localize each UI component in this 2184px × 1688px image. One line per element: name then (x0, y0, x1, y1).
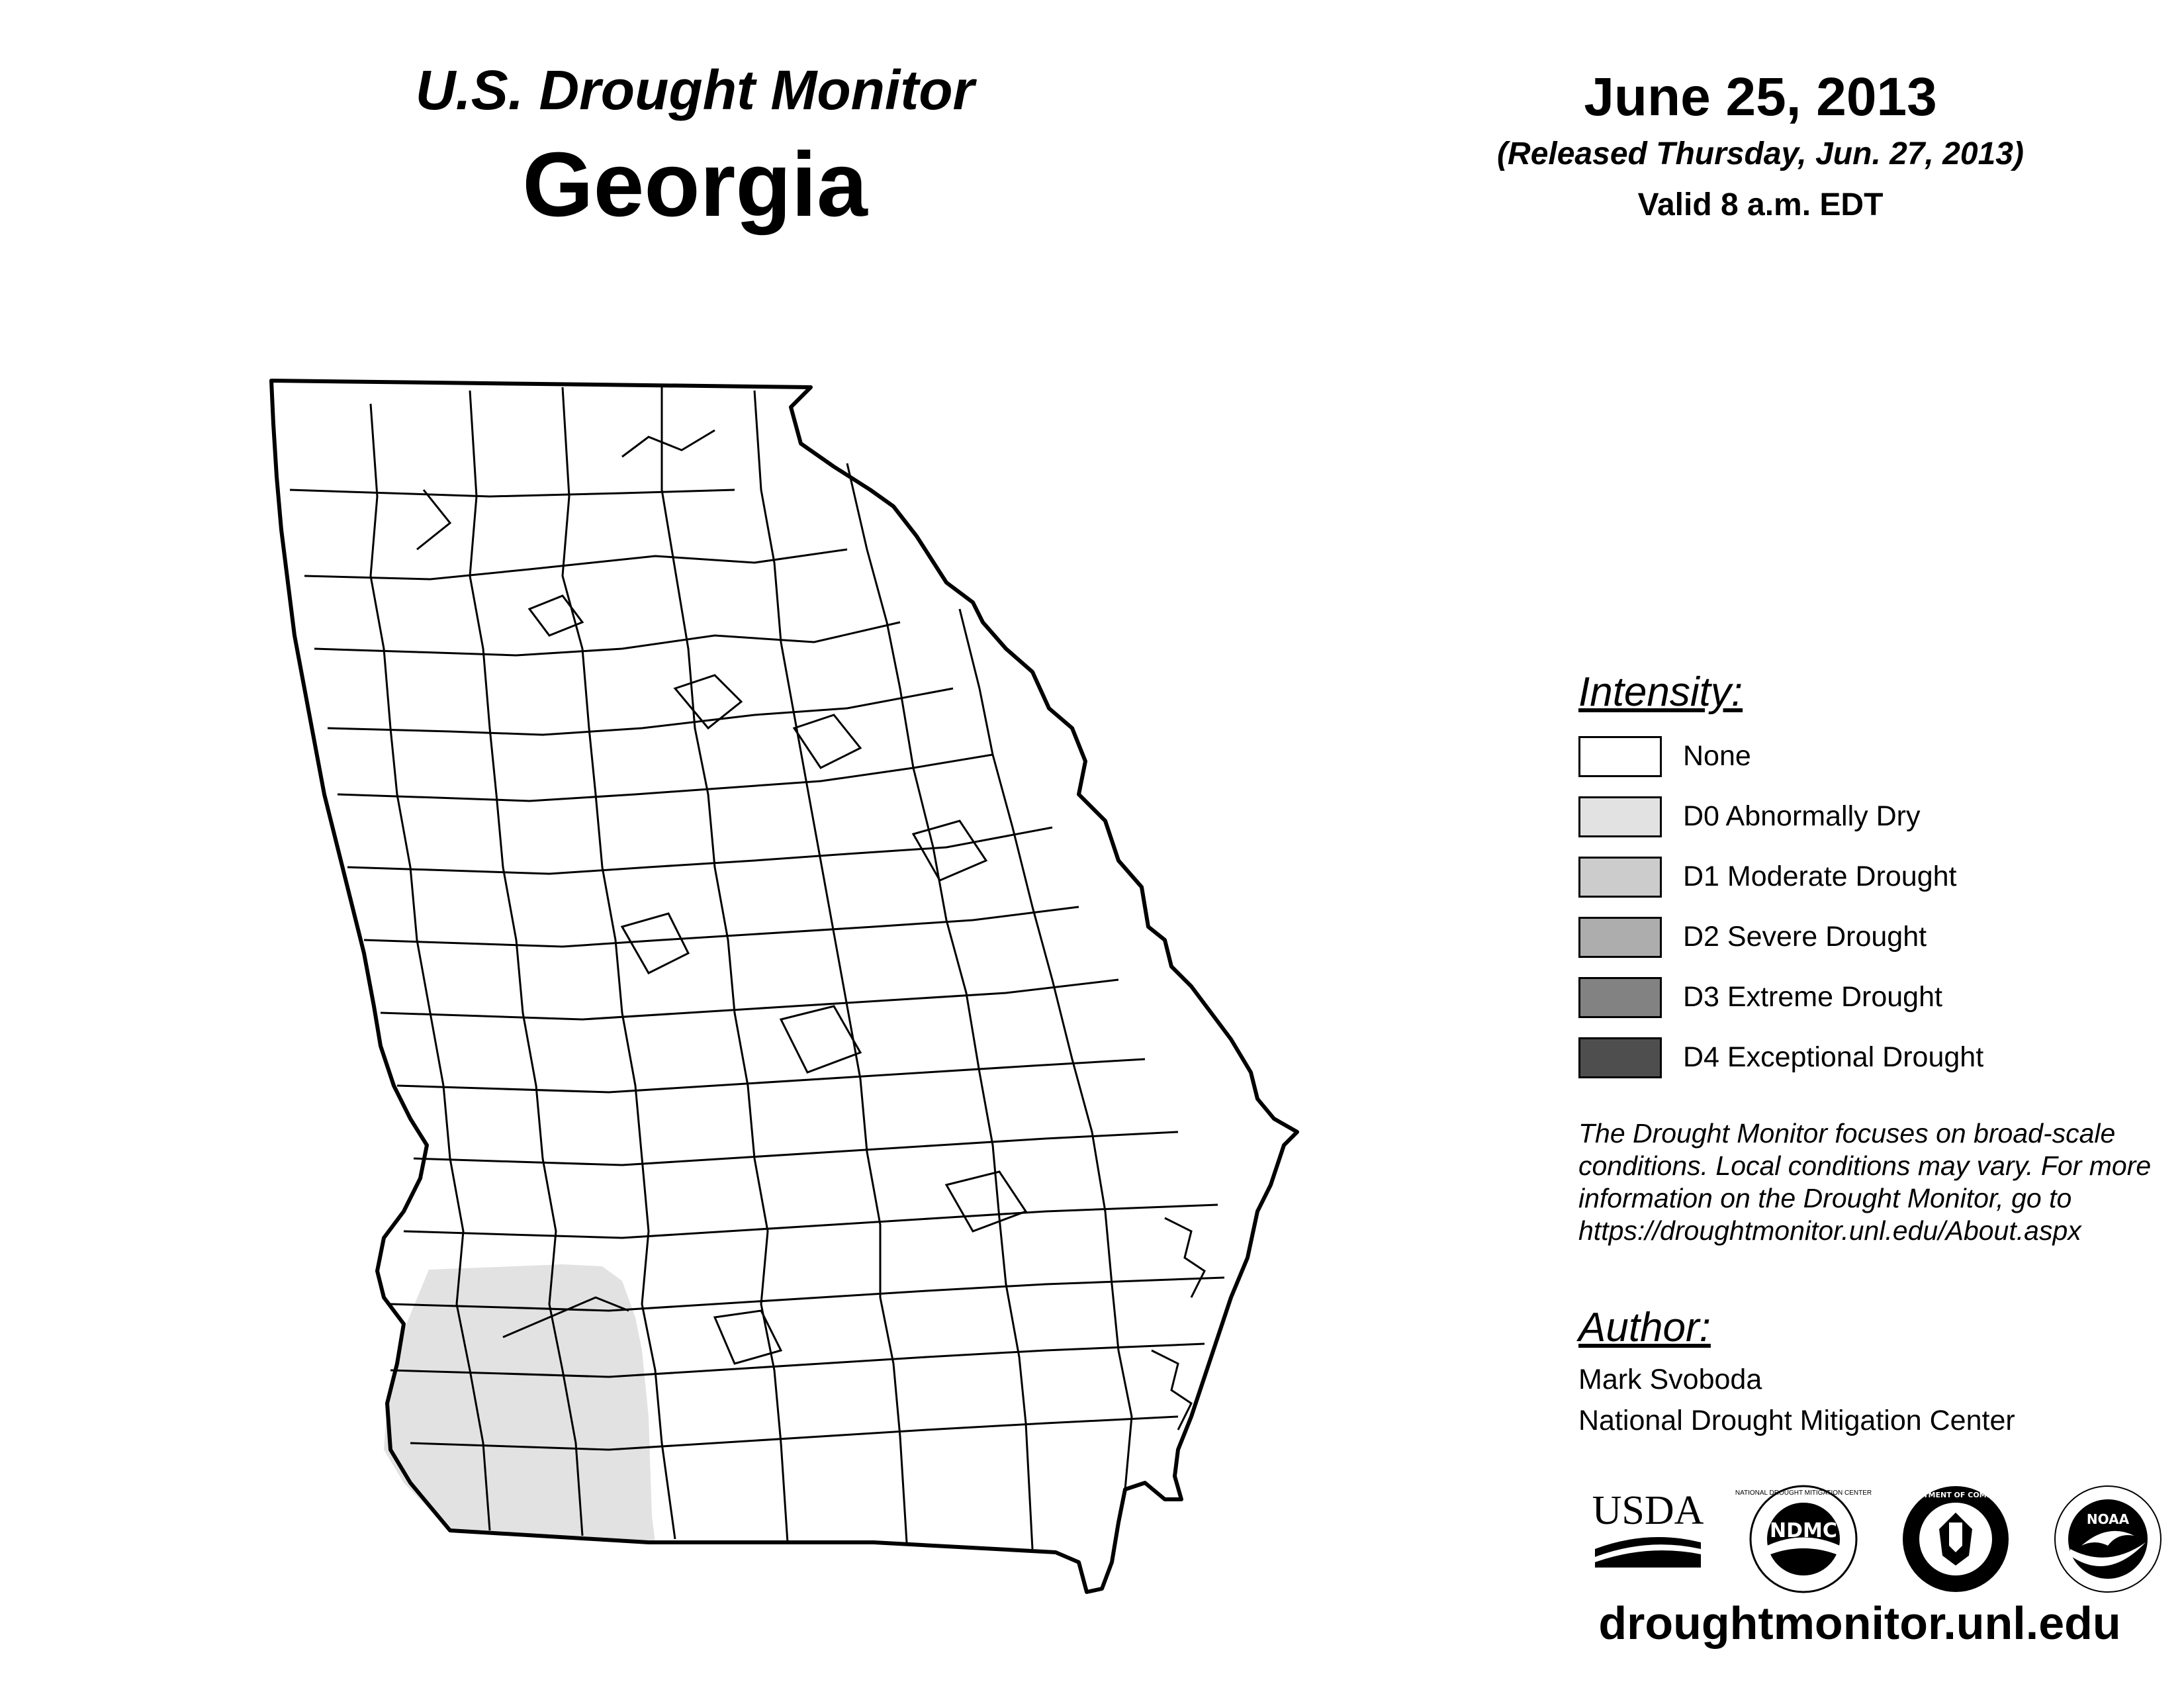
department-of-commerce-seal (1896, 1483, 2015, 1595)
release-date: (Released Thursday, Jun. 27, 2013) (1497, 136, 2024, 171)
noaa-logo (2052, 1483, 2164, 1595)
legend-swatch (1578, 977, 1662, 1018)
author-heading: Author: (1578, 1305, 1711, 1350)
legend-swatch (1578, 796, 1662, 837)
legend-label: D3 Extreme Drought (1683, 981, 1942, 1013)
usda-logo (1588, 1483, 1707, 1575)
legend-label: D0 Abnormally Dry (1683, 800, 1921, 832)
noaa-logo-text: NOAA (2086, 1511, 2130, 1527)
legend-swatch (1578, 736, 1662, 777)
legend-heading: Intensity: (1578, 669, 1743, 715)
ndmc-ring-text: NATIONAL DROUGHT MITIGATION CENTER (1735, 1489, 1872, 1497)
legend-swatch (1578, 857, 1662, 898)
ndmc-logo-text: NDMC (1770, 1519, 1837, 1542)
author-organization: National Drought Mitigation Center (1578, 1405, 2015, 1436)
website-url[interactable]: droughtmonitor.unl.edu (1598, 1597, 2121, 1649)
disclaimer-text: The Drought Monitor focuses on broad-scale conditions. Local conditions may vary. For more information on the Drought Monitor, go to https://droughtmonitor.unl.edu/About.aspx (1578, 1118, 2152, 1246)
map-title: U.S. Drought Monitor (415, 59, 975, 121)
usda-logo-text: USDA (1592, 1488, 1704, 1533)
commerce-ring-text: DEPARTMENT OF COMMERCE (1896, 1491, 2015, 1499)
legend-label: D1 Moderate Drought (1683, 861, 1957, 892)
legend-label: D4 Exceptional Drought (1683, 1041, 1984, 1073)
ndmc-logo (1735, 1483, 1872, 1595)
author-name: Mark Svoboda (1578, 1364, 1762, 1395)
map-date: June 25, 2013 (1584, 67, 1937, 127)
state-title: Georgia (522, 134, 868, 236)
legend-swatch (1578, 917, 1662, 958)
valid-time: Valid 8 a.m. EDT (1637, 187, 1884, 222)
legend-label: None (1683, 740, 1751, 772)
georgia-drought-map (251, 357, 1324, 1615)
legend-label: D2 Severe Drought (1683, 921, 1927, 953)
legend-swatch (1578, 1037, 1662, 1078)
